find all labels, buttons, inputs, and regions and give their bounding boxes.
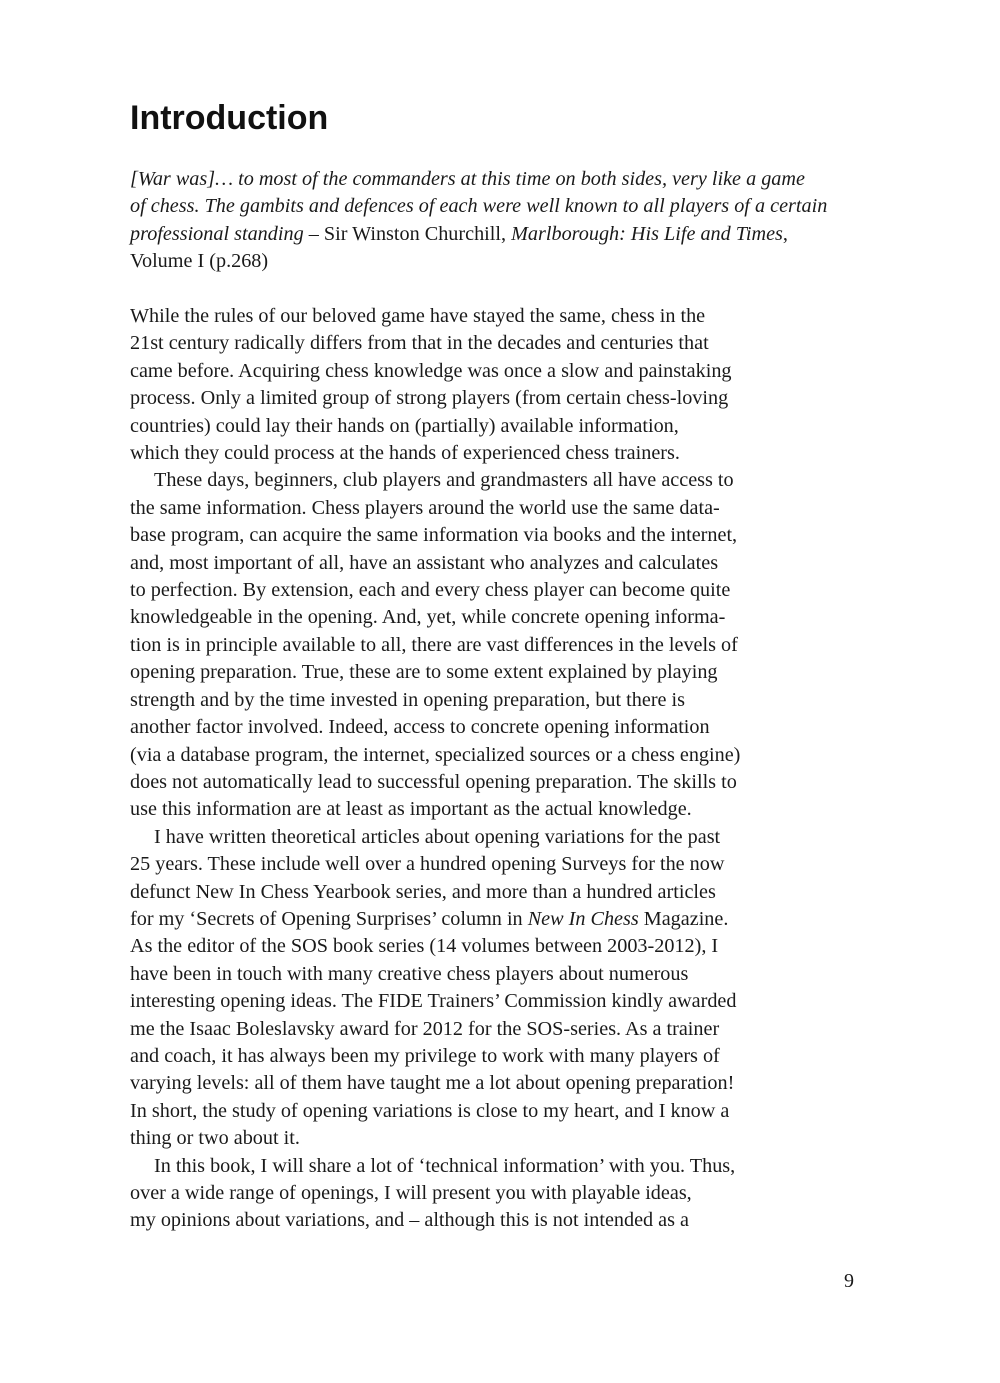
text-line: me the Isaac Boleslavsky award for 2012 for the SOS-series. As a trainer: [130, 1017, 720, 1040]
epigraph-line: Volume I (p.268): [130, 250, 269, 273]
page-number: 9: [844, 1270, 854, 1292]
text-line: came before. Acquiring chess knowledge was once a slow and painstaking: [130, 359, 732, 382]
epigraph: [130, 166, 868, 276]
text-line: have been in touch with many creative chess players about numerous: [130, 962, 689, 985]
paragraph-1: [130, 303, 868, 467]
text-line: In short, the study of opening variations is close to my heart, and I know a: [130, 1099, 730, 1122]
text-line: [130, 906, 868, 933]
text-line: does not automatically lead to successful opening preparation. The skills to: [130, 770, 737, 793]
text-run: Magazine.: [638, 907, 729, 930]
text-line: and coach, it has always been my privilege to work with many players of: [130, 1044, 720, 1067]
text-line: 21st century radically differs from that in the decades and centuries that: [130, 332, 709, 355]
text-line: base program, can acquire the same information via books and the internet,: [130, 524, 738, 547]
text-line: to perfection. By extension, each and every chess player can become quite: [130, 579, 731, 602]
text-line: While the rules of our beloved game have stayed the same, chess in the: [130, 305, 706, 327]
epigraph-line: [130, 221, 868, 248]
text-line: As the editor of the SOS book series (14 volumes between 2003-2012), I: [130, 935, 719, 958]
text-line: use this information are at least as important as the actual knowledge.: [130, 798, 692, 821]
text-line: defunct New In Chess Yearbook series, and more than a hundred articles: [130, 880, 716, 903]
magazine-title: New In Chess: [527, 907, 639, 930]
text-line: my opinions about variations, and – although this is not intended as a: [130, 1209, 690, 1232]
text-line: process. Only a limited group of strong players (from certain chess-loving: [130, 387, 729, 410]
body-text: [130, 303, 868, 1235]
text-line: These days, beginners, club players and grandmasters all have access to: [154, 469, 734, 492]
epigraph-line: [War was]… to most of the commanders at this time on both sides, very like a game: [130, 168, 805, 190]
paragraph-2: [130, 467, 868, 823]
text-line: the same information. Chess players around the world use the same data-: [130, 496, 720, 519]
text-line: varying levels: all of them have taught me a lot about opening preparation!: [130, 1072, 735, 1095]
text-line: I have written theoretical articles about opening variations for the past: [154, 825, 721, 848]
text-line: tion is in principle available to all, there are vast differences in the levels of: [130, 633, 738, 656]
text-line: over a wide range of openings, I will present you with playable ideas,: [130, 1182, 692, 1204]
text-line: In this book, I will share a lot of ‘technical information’ with you. Thus,: [154, 1154, 736, 1177]
text-line: interesting opening ideas. The FIDE Trainers’ Commission kindly awarded: [130, 990, 737, 1013]
text-line: knowledgeable in the opening. And, yet, while concrete opening informa-: [130, 606, 726, 629]
text-line: and, most important of all, have an assistant who analyzes and calculates: [130, 551, 719, 574]
epigraph-quote-end: professional standing: [130, 222, 304, 245]
text-line: opening preparation. True, these are to some extent explained by playing: [130, 661, 718, 684]
text-line: which they could process at the hands of experienced chess trainers.: [130, 442, 680, 465]
text-line: thing or two about it.: [130, 1127, 300, 1150]
epigraph-attribution: – Sir Winston Churchill,: [303, 222, 512, 245]
text-run: for my ‘Secrets of Opening Surprises’ column in: [130, 907, 528, 930]
epigraph-line: of chess. The gambits and defences of each were well known to all players of a certain: [130, 195, 828, 218]
chapter-title: Introduction: [130, 99, 329, 137]
text-line: strength and by the time invested in opening preparation, but there is: [130, 688, 686, 711]
text-line: 25 years. These include well over a hundred opening Surveys for the now: [130, 853, 725, 876]
epigraph-book-title: Marlborough: His Life and Times: [511, 222, 783, 245]
epigraph-punct: ,: [782, 222, 788, 245]
text-line: (via a database program, the internet, specialized sources or a chess engine): [130, 743, 741, 766]
text-line: countries) could lay their hands on (partially) available information,: [130, 414, 679, 437]
text-line: another factor involved. Indeed, access to concrete opening information: [130, 716, 710, 739]
paragraph-3: [130, 824, 868, 1153]
paragraph-4: [130, 1153, 868, 1235]
